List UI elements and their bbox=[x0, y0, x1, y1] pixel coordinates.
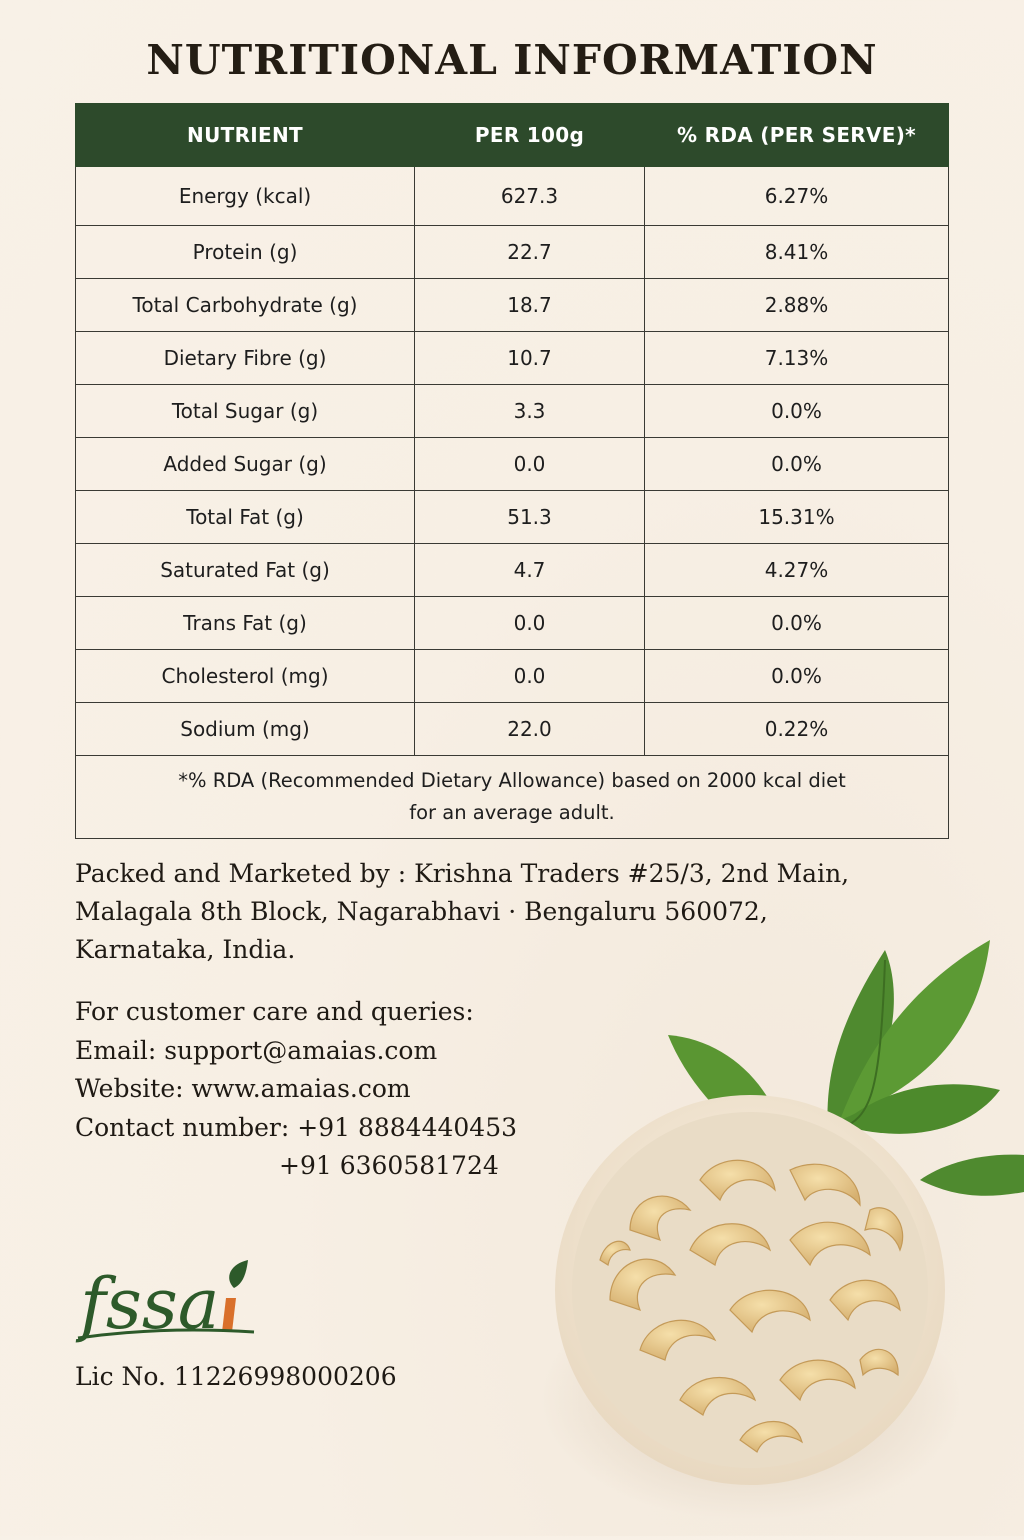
header-nutrient: NUTRIENT bbox=[76, 104, 415, 167]
fssai-logo bbox=[74, 1248, 264, 1352]
nutrient-name: Energy (kcal) bbox=[76, 167, 415, 226]
nutrient-name: Trans Fat (g) bbox=[76, 597, 415, 650]
page-title: NUTRITIONAL INFORMATION bbox=[146, 36, 878, 84]
table-header-row bbox=[76, 104, 949, 167]
customer-care bbox=[75, 993, 595, 1186]
nutrient-rda: 0.0% bbox=[645, 597, 949, 650]
nutrient-rda: 7.13% bbox=[645, 332, 949, 385]
footnote-row bbox=[76, 756, 949, 839]
contact-website: Website: www.amaias.com bbox=[75, 1074, 411, 1103]
header-rda: % RDA (PER SERVE)* bbox=[645, 104, 949, 167]
address-line: Karnataka, India. bbox=[75, 935, 296, 964]
nutrient-per-100g: 0.0 bbox=[415, 650, 645, 703]
table-row bbox=[76, 167, 949, 226]
nutrient-rda: 0.0% bbox=[645, 650, 949, 703]
nutrient-per-100g: 22.7 bbox=[415, 226, 645, 279]
nutrient-name: Cholesterol (mg) bbox=[76, 650, 415, 703]
rda-footnote bbox=[76, 756, 949, 839]
address-line: Packed and Marketed by : Krishna Traders #25/3, 2nd Main, bbox=[75, 859, 850, 888]
nutrient-rda: 8.41% bbox=[645, 226, 949, 279]
nutrient-per-100g: 0.0 bbox=[415, 597, 645, 650]
svg-text:fssa: fssa bbox=[80, 1263, 220, 1345]
address-line: Malagala 8th Block, Nagarabhavi · Bengaluru 560072, bbox=[75, 897, 768, 926]
nutrient-per-100g: 0.0 bbox=[415, 438, 645, 491]
nutrient-per-100g: 4.7 bbox=[415, 544, 645, 597]
table-row bbox=[76, 703, 949, 756]
nutrient-name: Saturated Fat (g) bbox=[76, 544, 415, 597]
table-row bbox=[76, 385, 949, 438]
cashew-bowl-with-leaves-icon bbox=[540, 930, 1024, 1536]
nutrient-per-100g: 51.3 bbox=[415, 491, 645, 544]
header-per-100g: PER 100g bbox=[415, 104, 645, 167]
nutrient-name: Protein (g) bbox=[76, 226, 415, 279]
contact-email: Email: support@amaias.com bbox=[75, 1035, 438, 1065]
nutrient-rda: 0.0% bbox=[645, 438, 949, 491]
footnote-line: for an average adult. bbox=[409, 801, 615, 824]
cashew-bowl-image bbox=[540, 930, 1024, 1540]
nutrient-rda: 0.0% bbox=[645, 385, 949, 438]
table-row bbox=[76, 226, 949, 279]
nutrient-per-100g: 10.7 bbox=[415, 332, 645, 385]
nutrient-rda: 2.88% bbox=[645, 279, 949, 332]
nutrient-name: Total Sugar (g) bbox=[76, 385, 415, 438]
nutrition-table bbox=[75, 103, 949, 839]
nutrient-name: Dietary Fibre (g) bbox=[76, 332, 415, 385]
table-row bbox=[76, 597, 949, 650]
table-row bbox=[76, 491, 949, 544]
nutrient-rda: 15.31% bbox=[645, 491, 949, 544]
nutrient-per-100g: 3.3 bbox=[415, 385, 645, 438]
nutrient-rda: 6.27% bbox=[645, 167, 949, 226]
nutrient-name: Sodium (mg) bbox=[76, 703, 415, 756]
contact-phone-2: +91 6360581724 bbox=[279, 1151, 499, 1180]
table-row bbox=[76, 332, 949, 385]
table-row bbox=[76, 650, 949, 703]
nutrient-per-100g: 627.3 bbox=[415, 167, 645, 226]
contact-phone-1: Contact number: +91 8884440453 bbox=[75, 1112, 518, 1142]
nutrient-name: Total Fat (g) bbox=[76, 491, 415, 544]
nutrient-name: Added Sugar (g) bbox=[76, 438, 415, 491]
table-row bbox=[76, 438, 949, 491]
customer-care-heading: For customer care and queries: bbox=[75, 997, 474, 1026]
fssai-logo-icon bbox=[74, 1248, 264, 1348]
table-row bbox=[76, 544, 949, 597]
nutrient-rda: 0.22% bbox=[645, 703, 949, 756]
license-number: Lic No. 11226998000206 bbox=[75, 1362, 397, 1391]
table-row bbox=[76, 279, 949, 332]
nutrient-rda: 4.27% bbox=[645, 544, 949, 597]
footnote-line: *% RDA (Recommended Dietary Allowance) based on 2000 kcal diet bbox=[178, 769, 846, 792]
nutrient-name: Total Carbohydrate (g) bbox=[76, 279, 415, 332]
nutrient-per-100g: 18.7 bbox=[415, 279, 645, 332]
nutrient-per-100g: 22.0 bbox=[415, 703, 645, 756]
